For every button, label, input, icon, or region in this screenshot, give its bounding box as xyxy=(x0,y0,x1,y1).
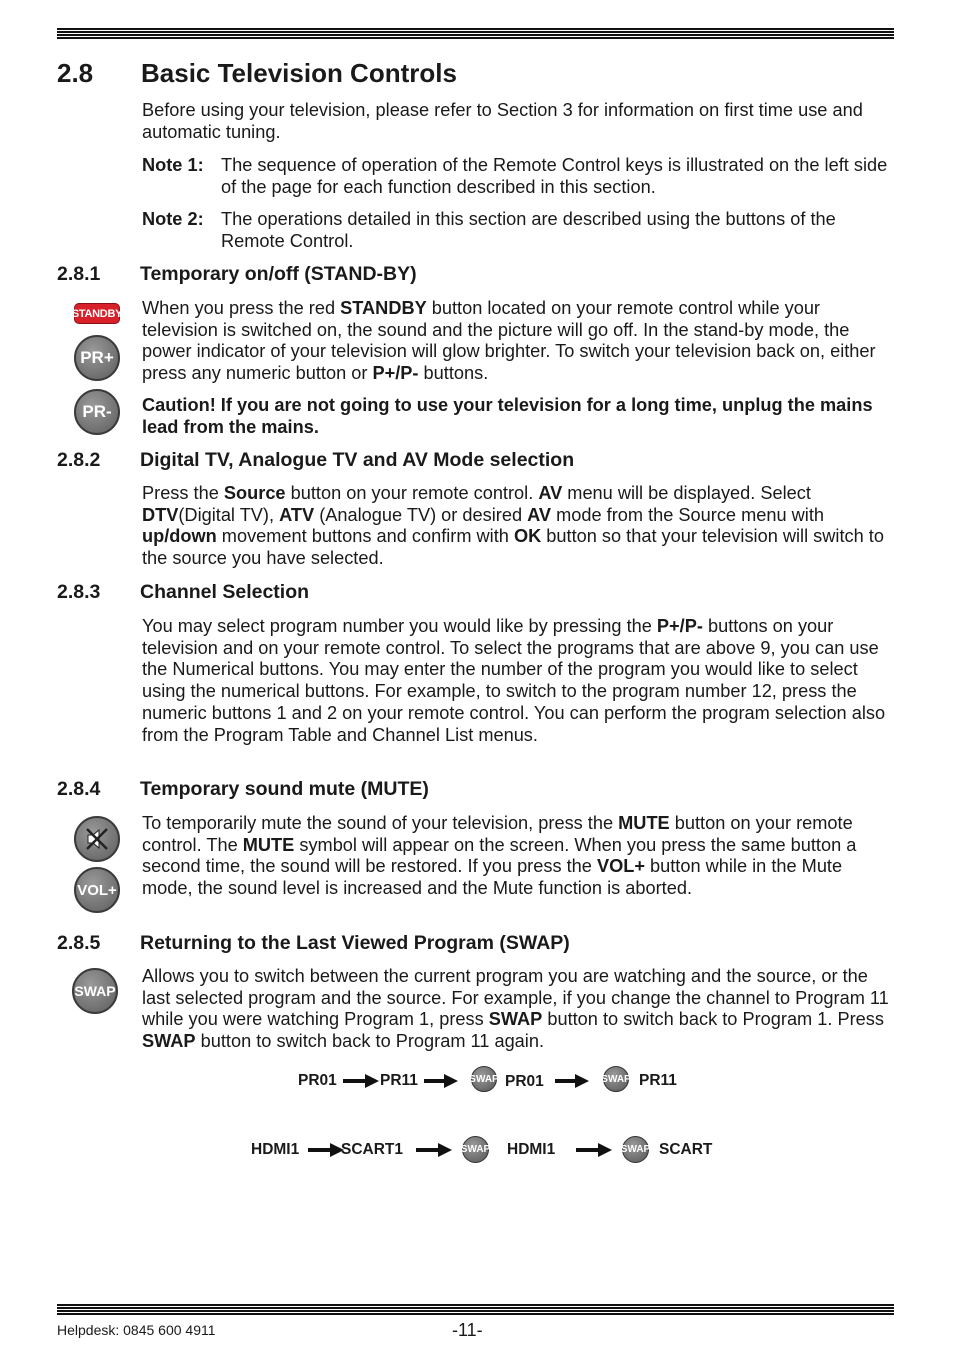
subsection-heading-channel xyxy=(57,581,309,604)
swap-small-icon: SWAP xyxy=(622,1136,649,1163)
swap-small-icon: SWAP xyxy=(462,1136,489,1163)
intro-paragraph: Before using your television, please refer to Section 3 for information on first time use and automatic tuning. xyxy=(142,100,863,142)
note-1 xyxy=(142,155,897,198)
note-label: Note 2: xyxy=(142,209,204,229)
mute-button-icon xyxy=(74,816,120,862)
section-title: Basic Television Controls xyxy=(141,58,457,88)
flow1-pr11: PR11 xyxy=(380,1072,418,1089)
caution-paragraph: Caution! If you are not going to use your television for a long time, unplug the mains lead from the mains. xyxy=(142,395,873,437)
section-number: 2.8 xyxy=(57,58,94,88)
subsection-title: Temporary sound mute (MUTE) xyxy=(140,778,429,800)
arrow-icon xyxy=(555,1074,589,1088)
subsection-number: 2.8.3 xyxy=(57,581,101,603)
swap-small-icon: SWAP xyxy=(471,1066,497,1092)
note-text: The operations detailed in this section are described using the buttons of the Remote Control. xyxy=(221,209,836,251)
arrow-icon xyxy=(343,1074,379,1088)
subsection-number: 2.8.5 xyxy=(57,932,101,954)
pr-minus-button-icon: PR- xyxy=(74,389,120,435)
top-rule xyxy=(57,28,894,39)
flow1-pr11-b: PR11 xyxy=(639,1072,677,1089)
arrow-icon xyxy=(416,1143,452,1157)
mute-speaker-icon xyxy=(83,825,111,853)
bottom-rule xyxy=(57,1304,894,1315)
note-label: Note 1: xyxy=(142,155,204,175)
flow2-scart1: SCART1 xyxy=(341,1141,404,1158)
note-2 xyxy=(142,209,897,252)
arrow-icon xyxy=(424,1074,458,1088)
arrow-icon xyxy=(576,1143,612,1157)
subsection-title: Channel Selection xyxy=(140,581,310,603)
pr-plus-button-icon: PR+ xyxy=(74,335,120,381)
subsection-number: 2.8.4 xyxy=(57,778,101,800)
arrow-icon xyxy=(308,1143,344,1157)
subsection-heading-swap xyxy=(57,932,570,955)
vol-plus-button-icon: VOL+ xyxy=(74,867,120,913)
flow1-pr01-b: PR01 xyxy=(505,1073,544,1090)
subsection-number: 2.8.1 xyxy=(57,263,101,285)
subsection-title: Temporary on/off (STAND-BY) xyxy=(140,263,417,285)
section-heading xyxy=(57,58,457,89)
flow2-hdmi1: HDMI1 xyxy=(251,1141,300,1158)
swap-button-icon: SWAP xyxy=(72,968,118,1014)
note-text: The sequence of operation of the Remote Control keys is illustrated on the left side of the page for each function described in this section. xyxy=(221,155,888,197)
standby-button-icon: STANDBY xyxy=(74,303,120,324)
flow1-pr01: PR01 xyxy=(298,1072,337,1089)
subsection-heading-standby xyxy=(57,263,417,286)
swap-small-icon: SWAP xyxy=(603,1066,629,1092)
flow2-hdmi1-b: HDMI1 xyxy=(507,1141,556,1158)
channel-paragraph: You may select program number you would like by pressing the P+/P- buttons on your television and on your remote control. To select the programs that are above 9, you can use the Numerical buttons. You may enter the number of the program you would like to select using the numerical buttons. For example, to switch to the program number 12, press the numeric buttons 1 and 2 on your remote control. You can perform the program selection also from the Program Table and Channel List menus. xyxy=(142,616,886,745)
helpdesk-text: Helpdesk: 0845 600 4911 xyxy=(57,1322,216,1338)
mute-paragraph: To temporarily mute the sound of your television, press the MUTE button on your remote control. The MUTE symbol will appear on the screen. When you press the same button a second time, the sound will be restored. If you press the VOL+ button while in the Mute mode, the sound level is increased and the Mute function is aborted. xyxy=(142,813,857,899)
subsection-title: Digital TV, Analogue TV and AV Mode selection xyxy=(140,449,575,471)
subsection-heading-source xyxy=(57,449,574,472)
subsection-title: Returning to the Last Viewed Program (SWAP) xyxy=(140,932,570,954)
subsection-heading-mute xyxy=(57,778,429,801)
standby-paragraph: When you press the red STANDBY button located on your remote control while your television is switched on, the sound and the picture will go off. In the stand-by mode, the power indicator of your television will glow brighter. To switch your television back on, either press any numeric button or P+/P- buttons. xyxy=(142,298,876,384)
subsection-number: 2.8.2 xyxy=(57,449,101,471)
swap-paragraph: Allows you to switch between the current program you are watching and the source, or the last selected program and the source. For example, if you change the channel to Program 11 while you were watching Program 1, press SWAP button to switch back to Program 1. Press SWAP button to switch back to Program 11 again. xyxy=(142,966,889,1052)
source-paragraph: Press the Source button on your remote control. AV menu will be displayed. Select DTV(Digital TV), ATV (Analogue TV) or desired AV mode from the Source menu with up/down movement buttons and confirm with OK button so that your television will switch to the source you have selected. xyxy=(142,483,884,569)
page-number: -11- xyxy=(452,1320,483,1340)
flow2-scart-b: SCART xyxy=(659,1141,713,1158)
